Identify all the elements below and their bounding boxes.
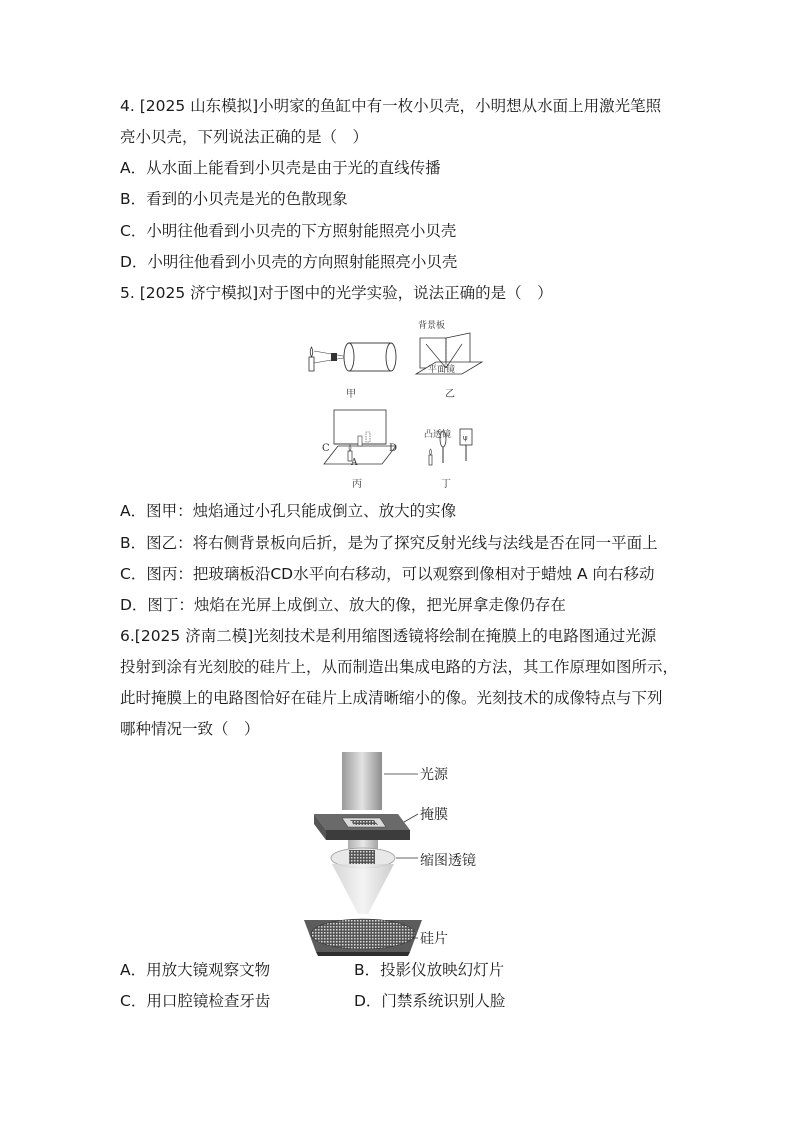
q5-option-b: B．图乙：将右侧背景板向后折，是为了探究反射光线与法线是否在同一平面上 bbox=[120, 534, 658, 552]
label-plane-mirror: 平面镜 bbox=[428, 365, 456, 375]
label-point-d: D bbox=[389, 443, 398, 454]
q4-option-d: D．小明往他看到小贝壳的方向照射能照亮小贝壳 bbox=[120, 253, 458, 271]
figure-label-yi: 乙 bbox=[445, 389, 455, 400]
q6-option-d: D．门禁系统识别人脸 bbox=[354, 992, 506, 1010]
label-wafer: 硅片 bbox=[420, 931, 448, 947]
label-point-a: A bbox=[351, 458, 358, 468]
q5-option-d: D．图丁：烛焰在光屏上成倒立、放大的像，把光屏拿走像仍存在 bbox=[120, 596, 566, 614]
q6-stem-line3: 此时掩膜上的电路图恰好在硅片上成清晰缩小的像。光刻技术的成像特点与下列 bbox=[120, 689, 663, 707]
q5-stem: 5. [2025 济宁模拟]对于图中的光学实验，说法正确的是（ ） bbox=[120, 284, 553, 302]
figure-bing-glass-plate bbox=[320, 408, 400, 470]
figure-label-ding: 丁 bbox=[441, 479, 451, 490]
q6-option-a: A．用放大镜观察文物 bbox=[120, 961, 271, 979]
q4-option-b: B．看到的小贝壳是光的色散现象 bbox=[120, 190, 348, 208]
q6-stem-line1: 6.[2025 济南二模]光刻技术是利用缩图透镜将绘制在掩膜上的电路图通过光源 bbox=[120, 627, 657, 645]
label-reduction-lens: 缩图透镜 bbox=[420, 853, 476, 869]
label-background-board: 背景板 bbox=[418, 321, 446, 331]
figure-jia-pinhole bbox=[305, 335, 405, 380]
q4-stem-line1: 4. [2025 山东模拟]小明家的鱼缸中有一枚小贝壳，小明想从水面上用激光笔照 bbox=[120, 97, 662, 115]
label-mask: 掩膜 bbox=[420, 807, 448, 823]
q4-option-c: C．小明往他看到小贝壳的下方照射能照亮小贝壳 bbox=[120, 222, 457, 240]
label-point-c: C bbox=[322, 443, 330, 454]
q6-option-c: C．用口腔镜检查牙齿 bbox=[120, 992, 271, 1010]
label-light-source: 光源 bbox=[420, 767, 448, 783]
q5-option-c: C．图丙：把玻璃板沿CD水平向右移动，可以观察到像相对于蜡烛 A 向右移动 bbox=[120, 565, 655, 583]
label-convex-lens: 凸透镜 bbox=[424, 430, 452, 440]
svg-text:ψ: ψ bbox=[463, 434, 468, 442]
q6-stem-line4: 哪种情况一致（ ） bbox=[120, 720, 260, 738]
q5-option-a: A．图甲：烛焰通过小孔只能成倒立、放大的实像 bbox=[120, 502, 457, 520]
figure-label-jia: 甲 bbox=[346, 389, 356, 400]
figure-label-bing: 丙 bbox=[352, 479, 362, 490]
q6-stem-line2: 投射到涂有光刻胶的硅片上，从而制造出集成电路的方法，其工作原理如图所示， bbox=[120, 658, 679, 676]
q4-stem-line2: 亮小贝壳，下列说法正确的是（ ） bbox=[120, 128, 369, 146]
q6-option-b: B．投影仪放映幻灯片 bbox=[354, 961, 505, 979]
q4-option-a: A．从水面上能看到小贝壳是由于光的直线传播 bbox=[120, 159, 441, 177]
